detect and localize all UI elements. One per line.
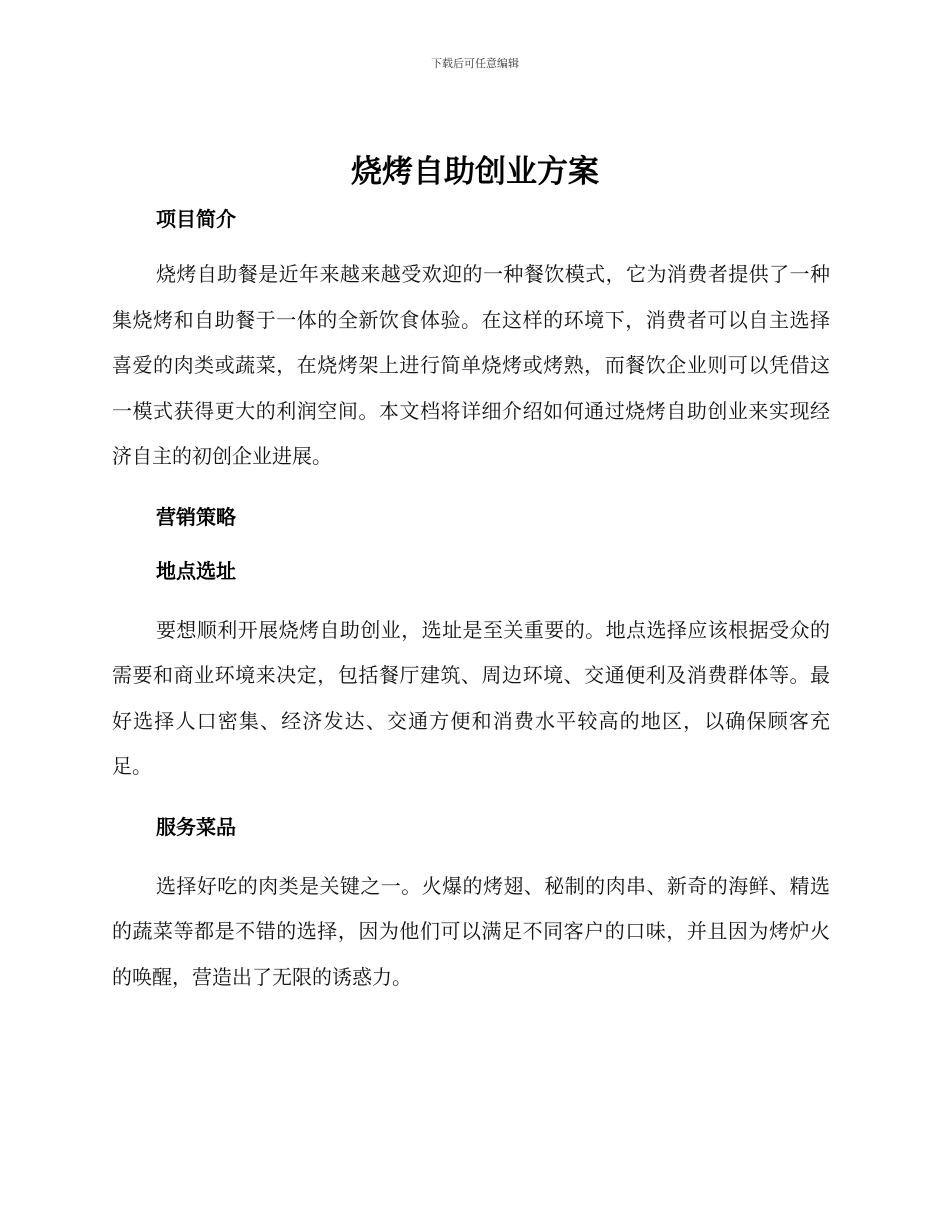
section-heading-marketing: 营销策略 xyxy=(156,504,236,529)
section-paragraph-service: 选择好吃的肉类是关键之一。火爆的烤翅、秘制的肉串、新奇的海鲜、精选的蔬菜等都是不错的选择，因为他们可以满足不同客户的口味，并且因为烤炉火的唤醒，营造出了无限的诱惑力。 xyxy=(112,873,830,989)
section-paragraph-location: 要想顺利开展烧烤自助创业，选址是至关重要的。地点选择应该根据受众的需要和商业环境来决定，包括餐厅建筑、周边环境、交通便利及消费群体等。最好选择人口密集、经济发达、交通方便和消费水平较高的地区，以确保顾客充足。 xyxy=(112,617,830,778)
section-paragraph-intro: 烧烤自助餐是近年来越来越受欢迎的一种餐饮模式，它为消费者提供了一种集烧烤和自助餐于一体的全新饮食体验。在这样的环境下，消费者可以自主选择喜爱的肉类或蔬菜，在烧烤架上进行简单烧烤或烤熟，而餐饮企业则可以凭借这一模式获得更大的利润空间。本文档将详细介绍如何通过烧烤自助创业来实现经济自主的初创企业进展。 xyxy=(112,262,830,468)
section-heading-location: 地点选址 xyxy=(156,558,236,583)
section-heading-intro: 项目简介 xyxy=(156,207,236,231)
document-title: 烧烤自助创业方案 xyxy=(351,154,599,190)
section-heading-service: 服务菜品 xyxy=(156,814,236,839)
header-note: 下载后可任意编辑 xyxy=(431,57,519,70)
document-body xyxy=(112,202,830,1000)
